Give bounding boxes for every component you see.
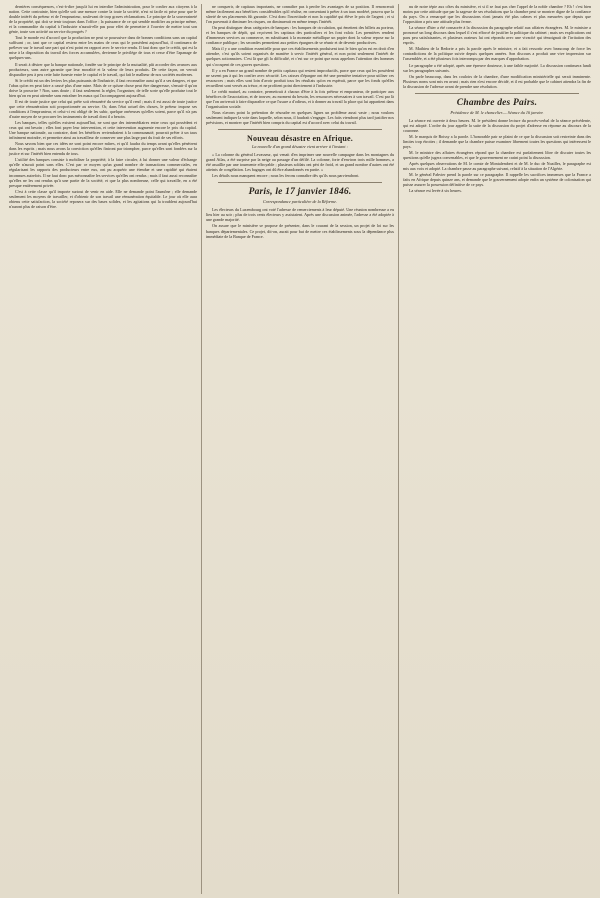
column-2 (202, 4, 399, 894)
paragraph: La séance est ouverte à deux heures. M. le président donne lecture du procès-verbal de la séance précédente, qui est adopté. L'ordre du jour appelle la suite de la discussion du projet d'adresse en réponse au discours de la couronne. (403, 117, 591, 133)
paragraph: On peut distinguer deux catégories de banques : les banques de circulation, qui émettent des billets au porteur, et les banques de dépôt, qui reçoivent les capitaux des particuliers et les font valoir. Les premières rendent d'immenses services au commerce, en substituant à la monnaie métallique un papier dont la valeur repose sur la confiance publique ; les secondes permettent aux petites épargnes de se réunir et de devenir productives. (206, 25, 394, 46)
section-subtitle: La nouvelle d'un grand désastre vient arriver à l'instant : (252, 144, 348, 150)
section-title-chambre-des-pairs: Chambre des Pairs. (456, 97, 538, 108)
paragraph: M. le ministre des affaires étrangères répond que la chambre est parfaitement libre de discuter toutes les questions qu'elle jugera convenables, et que le gouvernement ne craint point la discussion. (403, 150, 591, 161)
paragraph: On parle beaucoup, dans les couloirs de la chambre, d'une modification ministérielle qui serait imminente. Plusieurs noms sont mis en avant ; mais rien n'est encore décidé, et il est probable que le cabinet attendra la fin de la discussion de l'adresse avant de prendre une résolution. (403, 73, 591, 89)
section-title-africa: Nouveau désastre en Afrique. (247, 134, 353, 144)
paragraph: L'utilité des banques consiste à mobiliser la propriété, à la faire circuler, à lui donner une valeur d'échange qu'elle n'aurait point sans elles. C'est par ce moyen qu'un grand nombre de transactions commerciales, en régularisant les rapports des producteurs entre eux, ont pu acquérir une étendue et une rapidité qui étaient inconnues autrefois. Il ne faut donc pas méconnaître les services qu'elles ont rendus ; mais il faut aussi reconnaître qu'elles ne les ont rendus qu'à une partie de la société, et que la plus nombreuse, celle qui travaille, en a été presque entièrement privée. (9, 157, 197, 188)
paragraph: C'est à cette classe qu'il importe surtout de venir en aide. Elle ne demande point l'aumône ; elle demande seulement les moyens de travailler, et d'obtenir de son travail une rémunération équitable. Le jour où elle aura obtenu cette satisfaction, la société reposera sur des bases solides, et les agitations qui la troublent aujourd'hui n'auront plus de raison d'être. (9, 188, 197, 209)
paragraph: Mais il y a une condition essentielle pour que ces établissements produisent tout le bien qu'on est en droit d'en attendre, c'est qu'ils soient organisés de manière à servir l'intérêt général, et non point seulement l'intérêt de quelques actionnaires. C'est là que gît la difficulté, et c'est sur ce point que nous appelons l'attention des hommes qui s'occupent de ces graves questions. (206, 46, 394, 67)
paragraph: La séance est levée à six heures. (409, 188, 462, 194)
column-3 (399, 4, 595, 894)
paragraph: Il serait à désirer que la banque nationale, fondée sur le principe de la mutualité, pût accorder des avances aux producteurs, sans autre garantie que leur moralité et la valeur de leurs produits. De cette façon, on verrait disparaître peu à peu cette lutte funeste entre le capital et le travail, qui fait le malheur de nos sociétés modernes. (9, 61, 197, 77)
paragraph: Nous savons bien que ces idées ne sont point encore mûres, et qu'il faudra du temps avant qu'elles pénètrent dans les esprits ; mais nous avons la conviction qu'elles finiront par triompher, parce qu'elles sont fondées sur la justice et sur l'intérêt bien entendu de tous. (9, 141, 197, 157)
paragraph: Tout le monde est d'accord que la production ne peut se poursuivre dans de bonnes conditions sans un capital suffisant ; or, tant que ce capital restera entre les mains de ceux qui le possèdent aujourd'hui, il continuera de prélever sur le travail une part qui n'est point en rapport avec le service rendu. Il faut donc que le crédit, qui est la mise à la disposition du travail des forces accumulées, devienne le privilège de tous et cesse d'être l'apanage de quelques-uns. (9, 35, 197, 61)
paragraph: Le crédit mutuel, au contraire, permettrait à chacun d'être à la fois prêteur et emprunteur, de participer aux bénéfices de l'association, et de trouver, au moment du besoin, les ressources nécessaires à son travail. C'est par là que l'on arriverait à faire disparaître ce que l'usure a d'odieux, et à donner au travail la place qui lui appartient dans l'organisation sociale. (206, 88, 394, 109)
paragraph: Le paragraphe a été adopté, après une épreuve douteuse, à une faible majorité. La discussion continuera lundi sur les paragraphes suivants. (403, 62, 591, 73)
section-divider (218, 182, 382, 183)
paragraph: M. le marquis de Boissy a la parole. L'honorable pair se plaint de ce que la discussion soit restreinte dans des limites trop étroites ; il demande que la chambre puisse examiner librement toutes les questions qui intéressent le pays. (403, 133, 591, 149)
section-subtitle: Correspondance particulière de la Réforme. (262, 199, 337, 205)
columns-container (5, 4, 595, 894)
section-subtitle: Présidence de M. le chancelier.— Séance du 16 janvier. (450, 109, 544, 115)
paragraph: Nous n'avons point la prétention de résoudre en quelques lignes un problème aussi vaste ; nous voulons seulement indiquer la voie dans laquelle, selon nous, il faudrait s'engager. Les faits viendront plus tard justifier nos prévisions, et montrer que l'intérêt bien compris du capital est d'accord avec celui du travail. (206, 109, 394, 126)
section-title-paris-dateline: Paris, le 17 janvier 1846. (248, 187, 352, 198)
paragraph: Il y a en France un grand nombre de petits capitaux qui restent improductifs, parce que ceux qui les possèdent ne savent pas à qui les confier avec sécurité. Les caisses d'épargne ont été une première tentative pour utiliser ces ressources ; mais elles sont loin d'avoir produit tous les résultats qu'on en espérait, parce que les fonds qu'elles recueillent sont versés au trésor, et ne profitent point directement à l'industrie. (206, 67, 394, 88)
section-divider (218, 129, 382, 130)
paragraph: nu de notre tépie aux côtes du ministère, et si il se faut pas cher l'appel de la noble chambre ? Eh ! c'est bien moins par cette attitude que par la sagesse de ses résolutions que la chambre peut se montrer digne de la confiance du pays. On a remarqué que les discussions n'ont jamais été plus calmes et plus mesurées que depuis que l'opposition a pris une attitude plus ferme. (403, 4, 591, 25)
column-1 (5, 4, 202, 894)
paragraph: Les détails nous manquent encore ; nous les ferons connaître dès qu'ils nous parviendront. (212, 173, 360, 179)
paragraph: dernières conséquences, c'est-à-dire jusqu'à lui en interdire l'administration, pour le confier aux citoyens à la nation. Cette contrainte, bien qu'elle soit une mesure contre la toute la société, n'est ni facile ni prise pour que le double intérêt du préteur et de l'emprunteur, soulevant de trop graves réclamations. Le principe de la souveraineté de la propriété, qui doit se tenir toujours dans l'office ; la puissance de ce qui semble modifier au principe même, et la commandite du capital à l'industrie n'aurait-elle pas pour effet de permettre à l'ouvrier de mettre tout son génie, toute son activité au service du progrès ? (9, 4, 197, 35)
paragraph: Après quelques observations de M. le comte de Montalembert et de M. le duc de Noailles, le paragraphe est mis aux voix et adopté. La chambre passe au paragraphe suivant, relatif à la situation de l'Algérie. (403, 161, 591, 172)
paragraph: ne conquerir, de capitaux importants, ne connaître pas à perdre les avantages de sa position. Il renoncerait même facilement aux bénéfices considérables qu'il réalise, en consentant à prêter à un taux modéré, pourvu que la sûreté de ses placements fût garantie. C'est donc l'incertitude et non la cupidité qui élève le prix de l'argent ; et si l'on parvenait à diminuer les risques, on diminuerait en même temps l'intérêt. (206, 4, 394, 25)
paragraph: M. Mathieu de la Redorte a pris la parole après le ministre, et a fait ressortir avec beaucoup de force les contradictions de la politique suivie depuis quelques années. Son discours a produit une vive impression sur l'assemblée, et a été plusieurs fois interrompu par des marques d'approbation. (403, 46, 591, 62)
paragraph: Les banques, telles qu'elles existent aujourd'hui, ne sont que des intermédiaires entre ceux qui possèdent et ceux qui ont besoin ; elles font payer leur intervention, et cette intervention augmente encore le prix du capital. Une banque nationale, au contraire, dont les bénéfices reviendraient à la communauté, pourrait prêter à un taux infiniment moindre, et permettre ainsi au travailleur de conserver une plus large part du fruit de ses efforts. (9, 120, 197, 141)
paragraph: Si le crédit est un des leviers les plus puissants de l'industrie, il faut reconnaître aussi qu'il a ses dangers, et que l'abus qu'on en peut faire a causé plus d'une ruine. Mais de ce qu'une chose peut être dangereuse, s'ensuit-il qu'on doive la proscrire ? Non, sans doute ; il faut seulement la régler, l'organiser, de telle sorte qu'elle produise tout le bien qu'on en peut attendre sans entraîner les maux qui l'accompagnent aujourd'hui. (9, 77, 197, 98)
paragraph: M. le général Fabvier prend la parole sur ce paragraphe. Il rappelle les sacrifices immenses que la France a faits en Afrique depuis quinze ans, et demande que le gouvernement adopte enfin un système de colonisation qui puisse assurer la possession définitive de ce pays. (403, 172, 591, 188)
paragraph: On assure que le ministère se propose de présenter, dans le courant de la session, un projet de loi sur les banques départementales. Ce projet, dit-on, aurait pour but de mettre ces établissements sous la dépendance plus immédiate de la Banque de France. (206, 223, 394, 239)
paragraph: Il est de toute justice que celui qui prête soit rémunéré du service qu'il rend ; mais il est aussi de toute justice que cette rémunération soit proportionnée au service. Or, dans l'état actuel des choses, le préteur impose ses conditions à l'emprunteur, et celui-ci est obligé de les subir, quelque onéreuses qu'elles soient, parce qu'il n'a pas d'autre moyen de se procurer les instruments de travail dont il a besoin. (9, 98, 197, 119)
paragraph: La séance d'hier a été consacrée à la discussion du paragraphe relatif aux affaires étrangères. M. le ministre a prononcé un long discours dans lequel il s'est efforcé de justifier la politique du cabinet ; mais ses explications ont paru peu satisfaisantes, et plusieurs orateurs lui ont répondu avec une vivacité qui témoignait de l'irritation des esprits. (403, 25, 591, 46)
paragraph: « La colonne du général Levasseur, qui venait d'en imprimer une nouvelle campagne dans les montagnes du grand Atlas, a été surprise par la neige au passage d'un défilé. La colonne, forte d'environ trois mille hommes, a été assaillie par une tourmente effroyable ; plusieurs soldats ont péri de froid, et un grand nombre d'autres ont été atteints de congélation. Les bagages ont dû être abandonnés en partie. » (206, 152, 394, 173)
section-divider (415, 93, 579, 94)
paragraph: Les électeurs du Luxembourg ont voté l'adresse de remerciements à leur député. Une réunion nombreuse a eu lieu hier au soir ; plus de trois cents électeurs y assistaient. Après une discussion animée, l'adresse a été adoptée à une grande majorité. (206, 207, 394, 223)
